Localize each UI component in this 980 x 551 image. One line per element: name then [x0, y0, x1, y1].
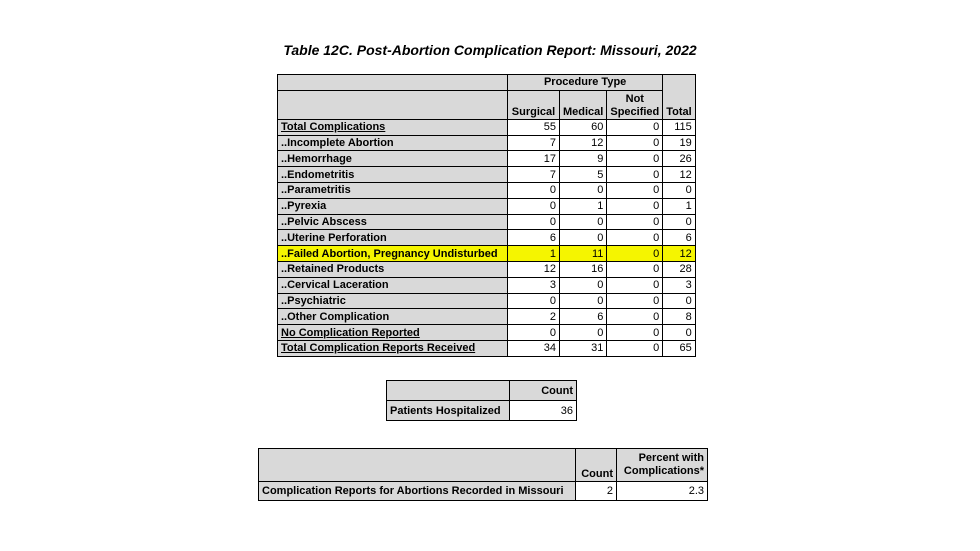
- cell-total: 26: [663, 151, 695, 167]
- cell-surgical: 6: [508, 230, 560, 246]
- hospitalized-count-header: Count: [510, 381, 577, 401]
- row-label: [278, 198, 508, 214]
- cell-medical: 9: [560, 151, 607, 167]
- table-row: [278, 261, 696, 277]
- table-row: [278, 277, 696, 293]
- header-row-2: [278, 90, 696, 119]
- cell-total: 115: [663, 119, 695, 135]
- row-label: [278, 261, 508, 277]
- cell-not-specified: 0: [607, 325, 663, 341]
- row-label-text: ..Hemorrhage: [281, 152, 352, 165]
- cell-medical: 6: [560, 309, 607, 325]
- cell-not-specified: 0: [607, 214, 663, 230]
- cell-not-specified: 0: [607, 293, 663, 309]
- cell-medical: 0: [560, 277, 607, 293]
- cell-medical: 0: [560, 230, 607, 246]
- cell-not-specified: 0: [607, 151, 663, 167]
- cell-total: 0: [663, 182, 695, 198]
- cell-not-specified: 0: [607, 119, 663, 135]
- cell-total: 28: [663, 261, 695, 277]
- row-label: [278, 340, 508, 356]
- row-label-text: ..Pyrexia: [281, 200, 327, 213]
- table-row: [278, 293, 696, 309]
- cell-surgical: 7: [508, 135, 560, 151]
- cell-surgical: 0: [508, 214, 560, 230]
- cell-surgical: 17: [508, 151, 560, 167]
- hospitalized-table: [386, 380, 577, 421]
- hospitalized-header-row: [387, 381, 577, 401]
- cell-medical: 12: [560, 135, 607, 151]
- not-specified-header: [607, 90, 663, 119]
- row-label-text: ..Other Complication: [281, 310, 390, 323]
- cell-medical: 0: [560, 325, 607, 341]
- hospitalized-corner: [387, 381, 510, 401]
- reports-percent-header: [617, 449, 708, 482]
- cell-total: 19: [663, 135, 695, 151]
- table-row: [278, 119, 696, 135]
- row-label: [278, 119, 508, 135]
- cell-medical: 0: [560, 182, 607, 198]
- cell-surgical: 55: [508, 119, 560, 135]
- row-label: [278, 325, 508, 341]
- cell-surgical: 12: [508, 261, 560, 277]
- procedure-type-header: Procedure Type: [508, 75, 663, 91]
- row-label-text: Total Complication Reports Received: [281, 342, 476, 355]
- table-row: [278, 182, 696, 198]
- table-row: [278, 167, 696, 183]
- cell-not-specified: 0: [607, 246, 663, 262]
- row-label-text: ..Endometritis: [281, 168, 355, 181]
- hospitalized-value: 36: [510, 401, 577, 421]
- row-label-text: ..Pelvic Abscess: [281, 215, 367, 228]
- reports-label: Complication Reports for Abortions Recorded in Missouri: [259, 482, 576, 501]
- row-label-text: Total Complications: [281, 121, 386, 134]
- cell-not-specified: 0: [607, 135, 663, 151]
- cell-medical: 0: [560, 214, 607, 230]
- row-label: [278, 135, 508, 151]
- reports-table: [258, 448, 708, 501]
- table-row: [278, 214, 696, 230]
- cell-medical: 5: [560, 167, 607, 183]
- cell-not-specified: 0: [607, 340, 663, 356]
- cell-total: 65: [663, 340, 695, 356]
- cell-medical: 11: [560, 246, 607, 262]
- cell-medical: 60: [560, 119, 607, 135]
- row-label: [278, 277, 508, 293]
- header-row-1: [278, 75, 696, 91]
- table-row: [278, 151, 696, 167]
- row-label: [278, 167, 508, 183]
- row-label: [278, 293, 508, 309]
- reports-row: [259, 482, 708, 501]
- reports-count: 2: [576, 482, 617, 501]
- table-row: [278, 135, 696, 151]
- row-label-text: ..Psychiatric: [281, 294, 346, 307]
- cell-not-specified: 0: [607, 198, 663, 214]
- reports-header-row: [259, 449, 708, 482]
- row-label-text: ..Incomplete Abortion: [281, 136, 394, 149]
- row-label-text: No Complication Reported: [281, 326, 420, 339]
- row-label-text: ..Parametritis: [281, 184, 351, 197]
- cell-surgical: 34: [508, 340, 560, 356]
- percent-header-line1: Percent with: [638, 452, 704, 464]
- hospitalized-label: Patients Hospitalized: [387, 401, 510, 421]
- cell-total: 0: [663, 325, 695, 341]
- table-title: Table 12C. Post-Abortion Complication Report: Missouri, 2022: [283, 42, 697, 58]
- row-label-text: ..Cervical Laceration: [281, 279, 389, 292]
- row-label: [278, 182, 508, 198]
- not-specified-line1: Not: [625, 92, 644, 105]
- cell-not-specified: 0: [607, 182, 663, 198]
- cell-total: 6: [663, 230, 695, 246]
- table-row: [278, 198, 696, 214]
- percent-header-line2: Complications*: [623, 465, 704, 477]
- cell-medical: 0: [560, 293, 607, 309]
- cell-total: 8: [663, 309, 695, 325]
- cell-total: 12: [663, 167, 695, 183]
- cell-surgical: 3: [508, 277, 560, 293]
- cell-medical: 16: [560, 261, 607, 277]
- cell-not-specified: 0: [607, 261, 663, 277]
- row-label: [278, 309, 508, 325]
- surgical-header: Surgical: [508, 90, 560, 119]
- hospitalized-row: [387, 401, 577, 421]
- row-label-text: ..Failed Abortion, Pregnancy Undisturbed: [281, 247, 498, 260]
- table-row: [278, 340, 696, 356]
- corner-cell-2: [278, 90, 508, 119]
- cell-surgical: 0: [508, 293, 560, 309]
- row-label: [278, 230, 508, 246]
- cell-surgical: 0: [508, 325, 560, 341]
- reports-corner: [259, 449, 576, 482]
- reports-count-header: Count: [576, 449, 617, 482]
- cell-surgical: 0: [508, 182, 560, 198]
- reports-percent: 2.3: [617, 482, 708, 501]
- cell-not-specified: 0: [607, 167, 663, 183]
- row-label: [278, 151, 508, 167]
- cell-total: 3: [663, 277, 695, 293]
- table-row: [278, 325, 696, 341]
- table-row: [278, 230, 696, 246]
- cell-total: 1: [663, 198, 695, 214]
- corner-cell: [278, 75, 508, 91]
- complication-table: [277, 74, 696, 357]
- cell-surgical: 0: [508, 198, 560, 214]
- cell-surgical: 1: [508, 246, 560, 262]
- cell-total: 0: [663, 214, 695, 230]
- row-label-text: ..Uterine Perforation: [281, 231, 387, 244]
- row-label-text: ..Retained Products: [281, 263, 385, 276]
- cell-not-specified: 0: [607, 230, 663, 246]
- cell-not-specified: 0: [607, 309, 663, 325]
- cell-medical: 31: [560, 340, 607, 356]
- cell-total: 12: [663, 246, 695, 262]
- table-row: [278, 246, 696, 262]
- cell-total: 0: [663, 293, 695, 309]
- total-header: Total: [663, 75, 695, 120]
- cell-medical: 1: [560, 198, 607, 214]
- medical-header: Medical: [560, 90, 607, 119]
- not-specified-line2: Specified: [610, 105, 660, 118]
- table-row: [278, 309, 696, 325]
- cell-not-specified: 0: [607, 277, 663, 293]
- cell-surgical: 2: [508, 309, 560, 325]
- row-label: [278, 246, 508, 262]
- row-label: [278, 214, 508, 230]
- cell-surgical: 7: [508, 167, 560, 183]
